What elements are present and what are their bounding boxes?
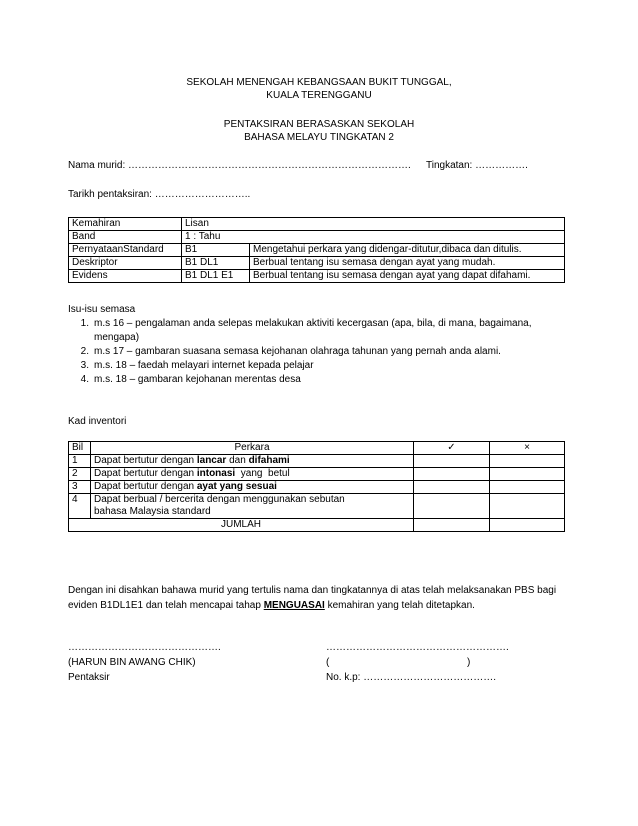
subject-title: BAHASA MELAYU TINGKATAN 2 bbox=[244, 132, 394, 143]
issue-text: m.s 17 – gambaran suasana semasa kejohanan olahraga tahunan yang pernah anda alami. bbox=[94, 346, 501, 357]
issue-text: m.s 16 – pengalaman anda selepas melakukan aktiviti kecergasan (apa, bila, di mana, bagaimana, mengapa) bbox=[94, 318, 532, 343]
confirmation-text-end: kemahiran yang telah ditetapkan. bbox=[324, 600, 475, 611]
evidence-desc: Berbual tentang isu semasa dengan ayat yang dapat difahami. bbox=[250, 270, 565, 283]
issue-text: m.s. 18 – gambaran kejohanan merentas desa bbox=[94, 374, 301, 385]
form-level-field: Tingkatan: ……………. bbox=[426, 160, 528, 171]
table-row bbox=[69, 270, 565, 283]
issues-title: Isu-isu semasa bbox=[68, 304, 136, 315]
school-location: KUALA TERENGGANU bbox=[266, 90, 372, 101]
check-cell bbox=[414, 494, 490, 519]
header-perkara: Perkara bbox=[91, 442, 414, 455]
row-number: 4 bbox=[69, 494, 91, 519]
item-text: yang betul bbox=[235, 468, 290, 479]
item-bold: lancar bbox=[196, 455, 227, 466]
witness-name-close: ) bbox=[467, 657, 471, 668]
issue-text: m.s. 18 – faedah melayari internet kepada pelajar bbox=[94, 360, 314, 371]
row-item: Dapat berbual / bercerita dengan menggunakan sebutan bahasa Malaysia standard bbox=[91, 494, 414, 519]
skill-table bbox=[68, 217, 565, 283]
table-row bbox=[69, 231, 565, 244]
confirmation-paragraph bbox=[68, 583, 573, 613]
descriptor-desc: Berbual tentang isu semasa dengan ayat yang mudah. bbox=[250, 257, 565, 270]
row-item bbox=[91, 468, 414, 481]
cross-cell bbox=[490, 494, 565, 519]
cross-total bbox=[490, 519, 565, 532]
table-row bbox=[69, 244, 565, 257]
item-bold: difahami bbox=[248, 455, 290, 466]
row-item bbox=[91, 481, 414, 494]
skill-value: Lisan bbox=[182, 218, 565, 231]
witness-name-open: ( bbox=[326, 657, 330, 668]
table-row bbox=[69, 455, 565, 468]
descriptor-code: B1 DL1 bbox=[182, 257, 250, 270]
item-text: Dapat bertutur dengan bbox=[94, 468, 197, 479]
band-label: Band bbox=[69, 231, 182, 244]
table-row bbox=[69, 468, 565, 481]
issues-list bbox=[68, 317, 568, 387]
table-row bbox=[69, 481, 565, 494]
header-bil: Bil bbox=[69, 442, 91, 455]
assessor-signature-line: ………………………………………. bbox=[68, 642, 221, 653]
inventory-table bbox=[68, 441, 565, 532]
table-row bbox=[69, 494, 565, 519]
table-header-row bbox=[69, 442, 565, 455]
standard-label: PernyataanStandard bbox=[69, 244, 182, 257]
check-total bbox=[414, 519, 490, 532]
assessor-name: (HARUN BIN AWANG CHIK) bbox=[68, 657, 196, 668]
witness-signature-line: ………………………………………………. bbox=[326, 642, 509, 653]
skill-label: Kemahiran bbox=[69, 218, 182, 231]
witness-ic-number: No. k.p: …………………………………. bbox=[326, 672, 497, 683]
student-name-field: Nama murid: …………………………………………………………………………. bbox=[68, 160, 411, 171]
standard-code: B1 bbox=[182, 244, 250, 257]
confirmation-text: Dengan ini disahkan bahawa murid yang tertulis nama dan tingkatannya di atas telah melaksanakan PBS bagi eviden B1DL1E1 dan telah mencapai tahap bbox=[68, 585, 557, 611]
evidence-code: B1 DL1 E1 bbox=[182, 270, 250, 283]
descriptor-label: Deskriptor bbox=[69, 257, 182, 270]
list-item bbox=[68, 373, 568, 387]
cross-cell bbox=[490, 468, 565, 481]
list-item bbox=[68, 345, 568, 359]
issue-number: 2. bbox=[80, 346, 89, 357]
assessment-title: PENTAKSIRAN BERASASKAN SEKOLAH bbox=[223, 119, 415, 130]
table-row bbox=[69, 519, 565, 532]
check-cell bbox=[414, 455, 490, 468]
row-item bbox=[91, 455, 414, 468]
issue-number: 3. bbox=[80, 360, 89, 371]
check-icon: ✓ bbox=[414, 442, 490, 455]
table-row bbox=[69, 218, 565, 231]
assessor-role: Pentaksir bbox=[68, 672, 110, 683]
school-name: SEKOLAH MENENGAH KEBANGSAAN BUKIT TUNGGAL, bbox=[186, 77, 452, 88]
item-text: Dapat bertutur dengan bbox=[94, 455, 197, 466]
evidence-label: Evidens bbox=[69, 270, 182, 283]
item-text: dan bbox=[226, 455, 249, 466]
row-number: 3 bbox=[69, 481, 91, 494]
cross-cell bbox=[490, 455, 565, 468]
issue-number: 4. bbox=[80, 374, 89, 385]
row-number: 2 bbox=[69, 468, 91, 481]
issue-number: 1. bbox=[80, 318, 89, 329]
check-cell bbox=[414, 481, 490, 494]
item-bold: ayat yang sesuai bbox=[196, 481, 277, 492]
check-cell bbox=[414, 468, 490, 481]
band-value: 1 : Tahu bbox=[182, 231, 565, 244]
cross-icon: × bbox=[490, 442, 565, 455]
confirmation-level: MENGUASAI bbox=[263, 600, 325, 611]
item-text: Dapat bertutur dengan bbox=[94, 481, 197, 492]
inventory-title: Kad inventori bbox=[68, 416, 127, 427]
table-row bbox=[69, 257, 565, 270]
list-item bbox=[68, 359, 568, 373]
standard-desc: Mengetahui perkara yang didengar-ditutur,dibaca dan ditulis. bbox=[250, 244, 565, 257]
total-label: JUMLAH bbox=[69, 519, 414, 532]
item-bold: intonasi bbox=[196, 468, 236, 479]
row-number: 1 bbox=[69, 455, 91, 468]
assessment-date-field: Tarikh pentaksiran: ……………………….. bbox=[68, 189, 251, 200]
list-item bbox=[68, 317, 568, 345]
cross-cell bbox=[490, 481, 565, 494]
